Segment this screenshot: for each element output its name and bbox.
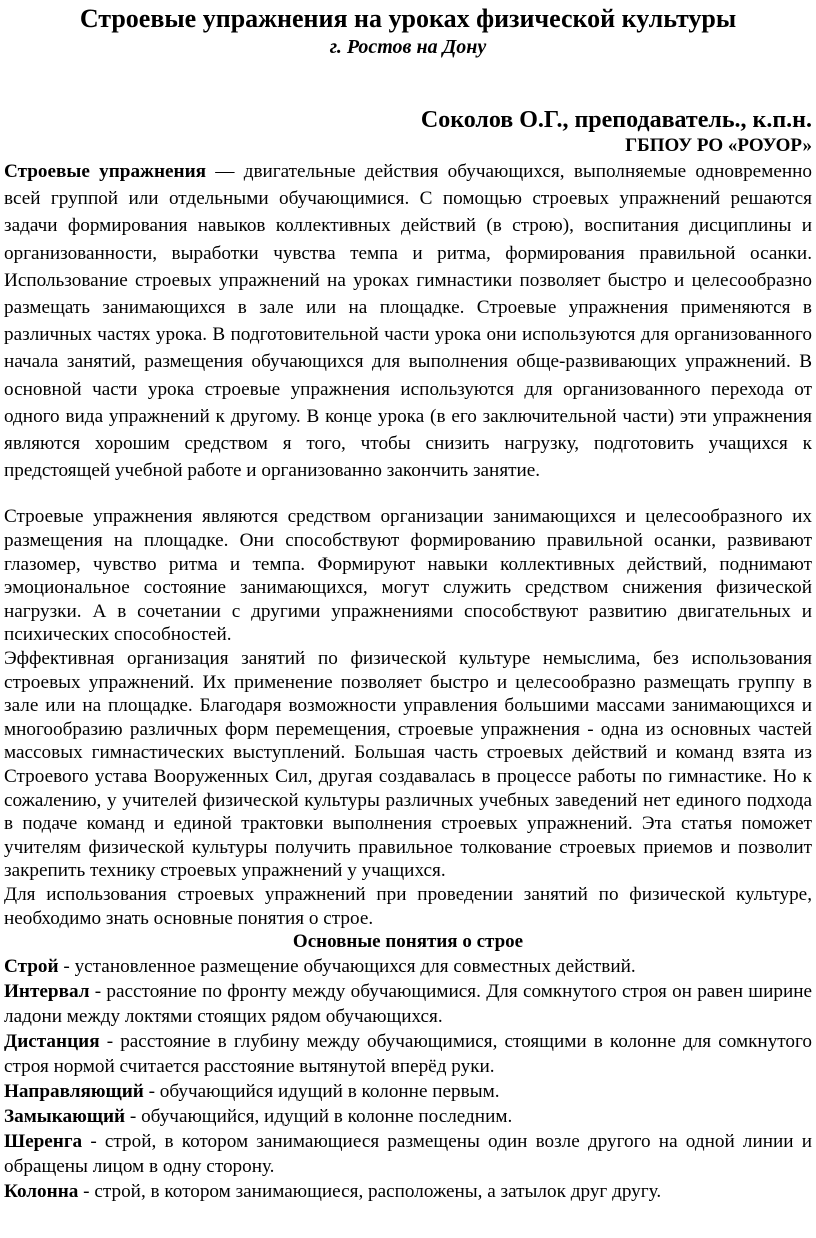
definition-item xyxy=(4,1029,812,1079)
body-paragraph-3: Для использования строевых упражнений при проведении занятий по физической культуре, необходимо знать основные понятия о строе. xyxy=(4,883,812,929)
definition-term: Замыкающий xyxy=(4,1106,126,1128)
definition-text: - строй, в котором занимающиеся размещены один возле другого на одной линии и обращены лицом в одну сторону. xyxy=(4,1131,812,1178)
definition-text: - строй, в котором занимающиеся, расположены, а затылок друг другу. xyxy=(78,1181,662,1203)
author-line: Соколов О.Г., преподаватель., к.п.н. xyxy=(420,107,812,133)
definition-term: Направляющий xyxy=(4,1081,144,1103)
definition-item xyxy=(4,1079,812,1104)
definition-term: Строй xyxy=(4,956,59,978)
document-title: Строевые упражнения на уроках физической культуры xyxy=(79,4,737,33)
definition-item xyxy=(4,1129,812,1179)
definition-item xyxy=(4,954,812,979)
definition-text: - расстояние в глубину между обучающимися, стоящими в колонне для сомкнутого строя нормой считается расстояние вытянутой вперёд руки. xyxy=(4,1031,812,1078)
definition-text: - обучающийся идущий в колонне первым. xyxy=(143,1081,500,1103)
body-paragraph-1: Строевые упражнения являются средством организации занимающихся и целесообразного их размещения на площадке. Они способствуют формированию правильной осанки, развивают глазомер, чувство ритма и темпа. Формируют навыки коллективных действий, поднимают эмоциональное состояние занимающихся, могут служить средством снижения физической нагрузки. А в сочетании с другими упражнениями способствуют развитию двигательных и психических способностей. xyxy=(4,506,812,646)
definition-item xyxy=(4,979,812,1029)
definition-term: Интервал xyxy=(4,981,90,1003)
intro-term: Строевые упражнения xyxy=(4,161,207,182)
body-paragraph-2: Эффективная организация занятий по физической культуре немыслима, без использования строевых упражнений. Их применение позволяет быстро и целесообразно размещать группу в зале или на площадке. Благодаря возможности управления большими массами занимающихся и многообразию различных форм перемещения, строевые упражнения - одна из основных частей массовых гимнастических выступлений. Большая часть строевых действий и команд взята из Строевого устава Вооруженных Сил, другая создавалась в процессе работы по гимнастике. Но к сожалению, у учителей физической культуры различных учебных заведений нет единого подхода в подаче команд и единой трактовки выполнения строевых упражнений. Эта статья поможет учителям физической культуры получить правильное толкование строевых приемов и позволит закрепить технику строевых упражнений у учащихся. xyxy=(4,648,812,882)
section-heading: Основные понятия о строе xyxy=(292,931,524,953)
definition-item xyxy=(4,1179,812,1204)
definition-text: - установленное размещение обучающихся для совместных действий. xyxy=(58,956,636,978)
intro-text: — двигательные действия обучающихся, выполняемые одновременно всей группой или отдельными обучающимися. С помощью строевых упражнений решаются задачи формирования навыков коллективных действий (в строю), воспитания дисциплины и организованности, выработки чувства темпа и ритма, формирования правильной осанки. Использование строевых упражнений на уроках гимнастики позволяет быстро и целесообразно размещать занимающихся в зале или на площадке. Строевые упражнения применяются в различных частях урока. В подготовительной части урока они используются для организованного начала занятий, размещения обучающихся для выполнения обще-развивающих упражнений. В основной части урока строевые упражнения используются для организованного перехода от одного вида упражнений к другому. В конце урока (в его заключительной части) эти упражнения являются хорошим средством я того, чтобы снизить нагрузку, подготовить учащихся к предстоящей учебной работе и организованно закончить занятие. xyxy=(4,161,812,482)
definition-term: Шеренга xyxy=(4,1131,83,1153)
definition-term: Колонна xyxy=(4,1181,79,1203)
definition-item xyxy=(4,1104,812,1129)
organization-line: ГБПОУ РО «РОУОР» xyxy=(625,135,812,156)
definition-term: Дистанция xyxy=(4,1031,100,1053)
definition-text: - расстояние по фронту между обучающимися. Для сомкнутого строя он равен ширине ладони между локтями стоящих рядом обучающихся. xyxy=(4,981,812,1028)
intro-paragraph xyxy=(4,158,812,484)
definition-text: - обучающийся, идущий в колонне последним. xyxy=(125,1106,513,1128)
city-subtitle: г. Ростов на Дону xyxy=(329,36,487,58)
